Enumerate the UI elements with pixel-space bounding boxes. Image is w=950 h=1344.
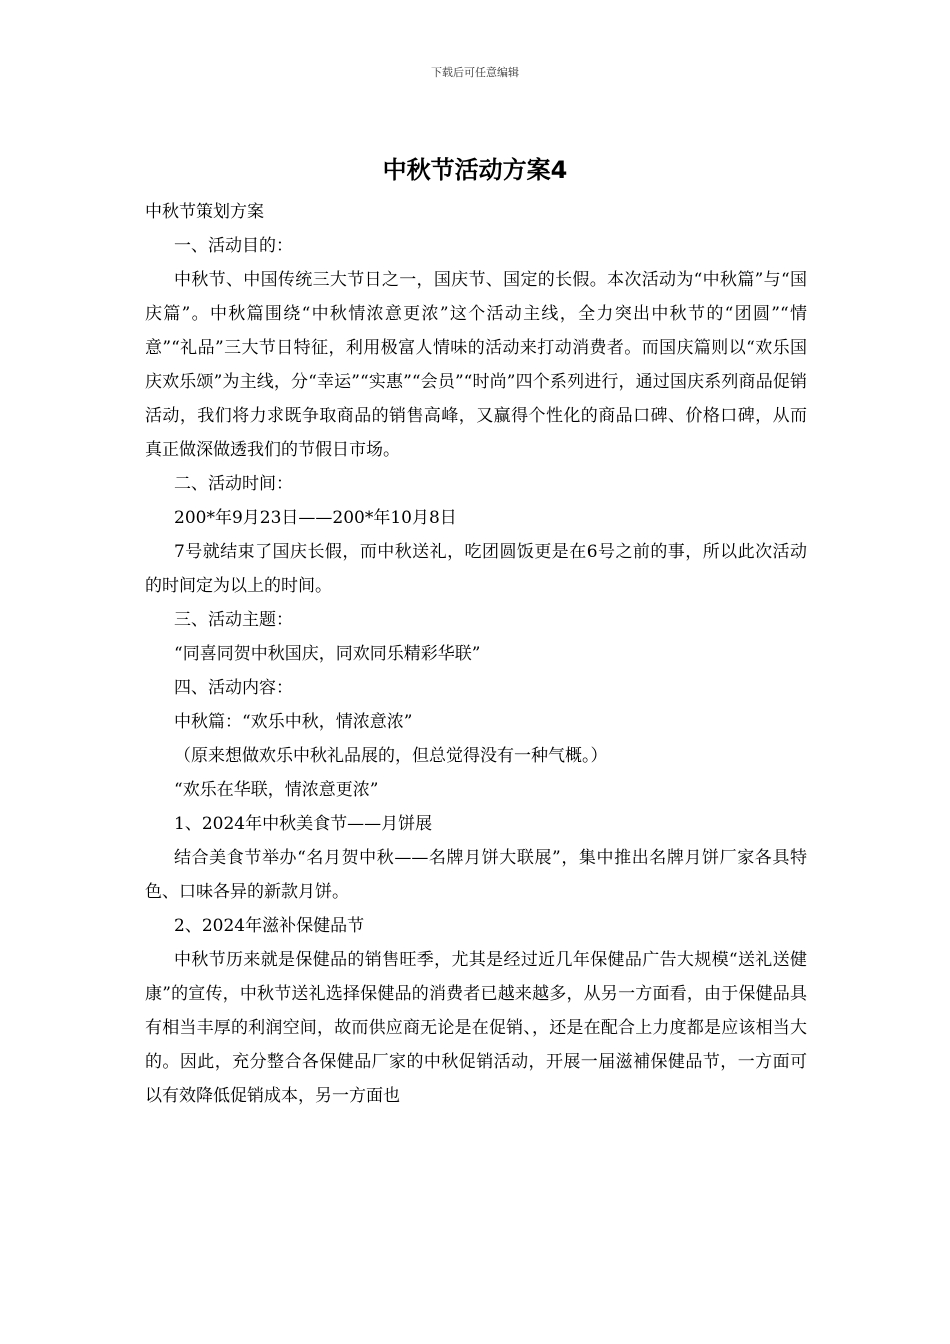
paragraph-mid-autumn-section: 中秋篇：“欢乐中秋，情浓意浓” (174, 712, 413, 732)
paragraph-slogan: “欢乐在华联，情浓意更浓” (174, 780, 379, 800)
document-title: 中秋节活动方案4 (382, 156, 568, 184)
paragraph-purpose: 中秋节、中国传统三大节日之一，国庆节、国定的长假。本次活动为“中秋篇”与“国庆篇”。中秋篇围绕“中秋情浓意更浓”这个活动主线，全力突出中秋节的“团圆”“情意”“礼品”三大节日特征，利用极富人情味的活动来打动消费者。而国庆篇则以“欢乐国庆欢乐颂”为主线，分“幸运”“实惠”“会员”“时尚”四个系列进行，通过国庆系列商品促销活动，我们将力求既争取商品的销售高峰，又赢得个性化的商品口碑、价格口碑，从而真正做深做透我们的节假日市场。 (145, 270, 807, 460)
heading-content: 四、活动内容： (174, 678, 293, 698)
paragraph-health-festival: 中秋节历来就是保健品的销售旺季，尤其是经过近几年保健品广告大规模“送礼送健康”的宣传，中秋节送礼选择保健品的消费者已越来越多，从另一方面看，由于保健品具有相当丰厚的利润空间，故而供应商无论是在促销、，还是在配合上力度都是应该相当大的。因此，充分整合各保健品厂家的中秋促销活动，开展一届滋補保健品节，一方面可以有效降低促销成本，另一方面也 (145, 950, 807, 1106)
heading-purpose: 一、活动目的： (174, 236, 293, 256)
heading-health-festival: 2、2024年滋补保健品节 (174, 916, 365, 936)
heading-time: 二、活动时间： (174, 474, 293, 494)
paragraph-food-festival: 结合美食节举办“名月贺中秋——名牌月饼大联展”，集中推出名牌月饼厂家各具特色、口味各异的新款月饼。 (145, 848, 807, 902)
heading-theme: 三、活动主题： (174, 610, 293, 630)
paragraph-time-reason: 7号就结束了国庆长假，而中秋送礼，吃团圆饭更是在6号之前的事，所以此次活动的时间定为以上的时间。 (145, 542, 807, 596)
paragraph-theme: “同喜同贺中秋国庆，同欢同乐精彩华联” (174, 644, 481, 664)
paragraph-note: （原来想做欢乐中秋礼品展的，但总觉得没有一种气概。） (174, 746, 608, 766)
paragraph-date-range: 200*年9月23日——200*年10月8日 (174, 508, 457, 528)
paragraph-subtitle: 中秋节策划方案 (145, 202, 264, 222)
heading-food-festival: 1、2024年中秋美食节——月饼展 (174, 814, 433, 834)
header-note: 下载后可任意编辑 (431, 66, 519, 79)
document-body (145, 195, 807, 1113)
